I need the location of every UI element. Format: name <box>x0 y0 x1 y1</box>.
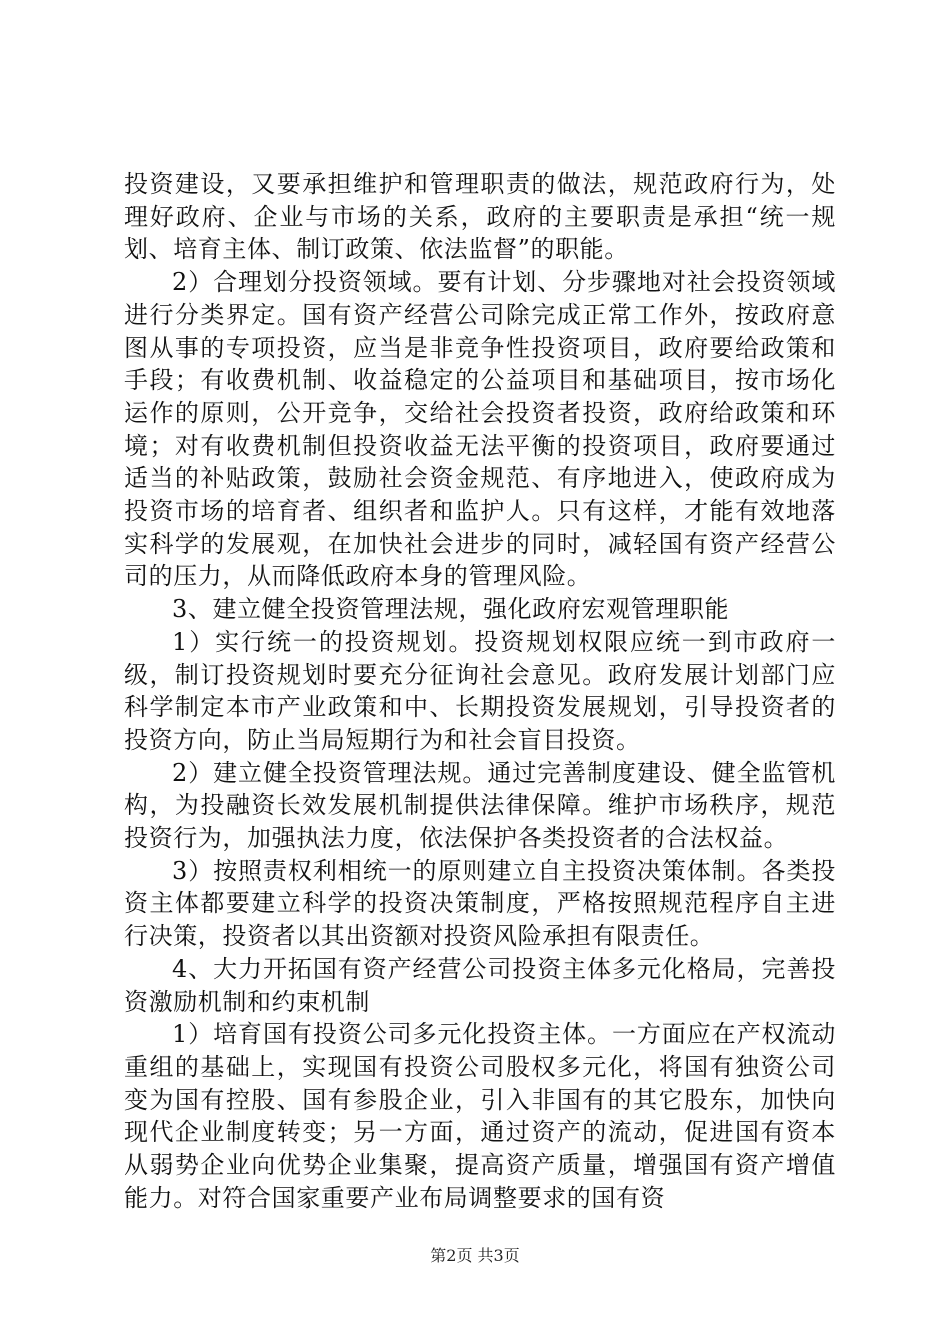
page-footer: 第2页 共3页 <box>430 1246 520 1265</box>
paragraph: 投资建设，又要承担维护和管理职责的做法，规范政府行为，处理好政府、企业与市场的关系，政府的主要职责是承担“统一规划、培育主体、制订政策、依法监督”的职能。 <box>124 170 836 264</box>
section-heading: 4、大力开拓国有资产经营公司投资主体多元化格局，完善投资激励机制和约束机制 <box>124 954 836 1016</box>
document-body <box>124 168 836 1215</box>
paragraph: 1）培育国有投资公司多元化投资主体。一方面应在产权流动重组的基础上，实现国有投资公司股权多元化，将国有独资公司变为国有控股、国有参股企业，引入非国有的其它股东，加快向现代企业制度转变；另一方面，通过资产的流动，促进国有资本从弱势企业向优势企业集聚，提高资产质量，增强国有资产增值能力。对符合国家重要产业布局调整要求的国有资 <box>124 1020 836 1212</box>
paragraph: 2）建立健全投资管理法规。通过完善制度建设、健全监管机构，为投融资长效发展机制提供法律保障。维护市场秩序，规范投资行为，加强执法力度，依法保护各类投资者的合法权益。 <box>124 758 836 853</box>
paragraph: 2）合理划分投资领域。要有计划、分步骤地对社会投资领域进行分类界定。国有资产经营公司除完成正常工作外，按政府意图从事的专项投资，应当是非竞争性投资项目，政府要给政策和手段；有收费机制、收益稳定的公益项目和基础项目，按市场化运作的原则，公开竞争，交给社会投资者投资，政府给政策和环境；对有收费机制但投资收益无法平衡的投资项目，政府要通过适当的补贴政策，鼓励社会资金规范、有序地进入，使政府成为投资市场的培育者、组织者和监护人。只有这样，才能有效地落实科学的发展观，在加快社会进步的同时，减轻国有资产经营公司的压力，从而降低政府本身的管理风险。 <box>124 268 836 591</box>
paragraph: 3）按照责权利相统一的原则建立自主投资决策体制。各类投资主体都要建立科学的投资决策制度，严格按照规范程序自主进行决策，投资者以其出资额对投资风险承担有限责任。 <box>124 856 836 951</box>
paragraph: 1）实行统一的投资规划。投资规划权限应统一到市政府一级，制订投资规划时要充分征询社会意见。政府发展计划部门应科学制定本市产业政策和中、长期投资发展规划，引导投资者的投资方向，防止当局短期行为和社会盲目投资。 <box>124 627 836 754</box>
section-heading: 3、建立健全投资管理法规，强化政府宏观管理职能 <box>172 595 730 624</box>
